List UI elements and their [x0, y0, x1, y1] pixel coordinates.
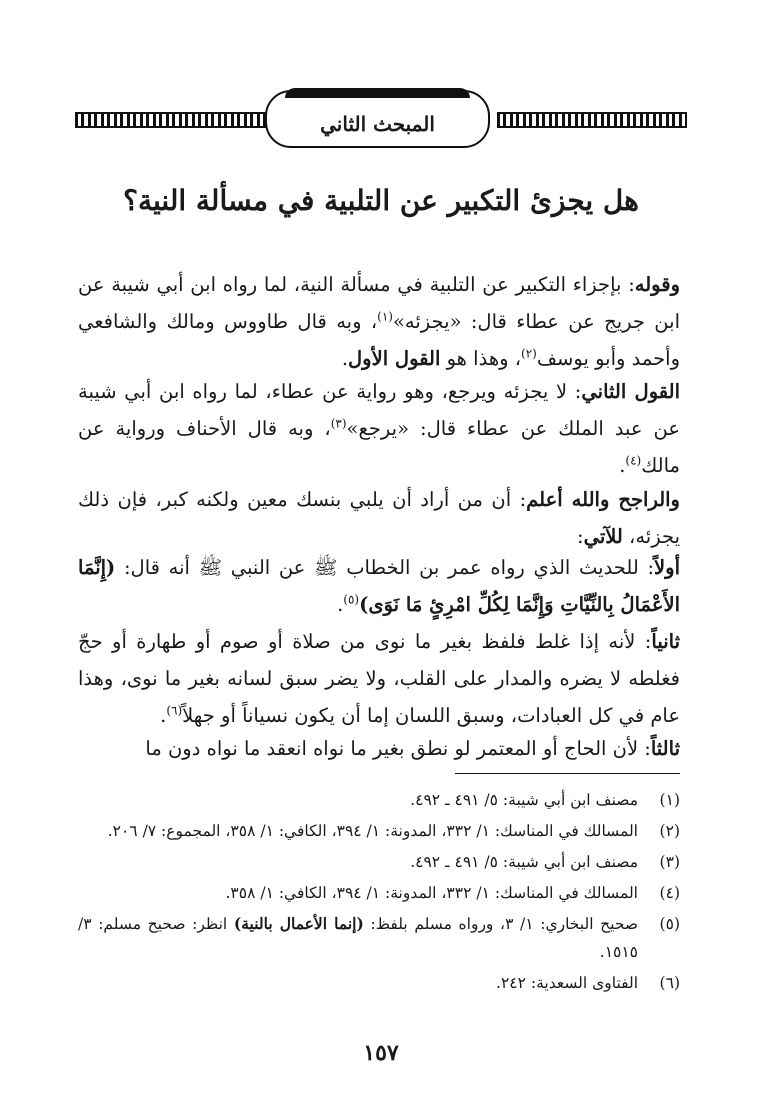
page-title: هل يجزئ التكبير عن التلبية في مسألة النية؟ [123, 184, 639, 217]
footnote-item [78, 879, 680, 907]
section-label: المبحث الثاني [320, 112, 435, 136]
paragraph-text: . [619, 454, 626, 477]
footnote-text-part: انظر: صحيح مسلم: ٣/ ١٥١٥. [78, 915, 638, 961]
footnote-item [78, 817, 680, 845]
section-header [75, 88, 687, 158]
paragraph-text: : لأنه إذا غلط فلفظ بغير ما نوى من صلاة أو صوم أو طهارة أو حجّ فغلطه لا يضره والمدار على القلب، ولا يضر سبق لسانه بغير ما نوى، وهذا عام في كل العبادات، وسبق اللسان إما أن يكون نسياناً أو جهلاً [78, 630, 680, 727]
paragraph-text: : لأن الحاج أو المعتمر لو نطق بغير ما نواه انعقد ما نواه دون ما [145, 737, 651, 760]
footnote-text: المسالك في المناسك: ١/ ٣٣٢، المدونة: ١/ ٣٩٤، الكافي: ١/ ٣٥٨، المجموع: ٧/ ٢٠٦. [107, 822, 638, 840]
footnote-text: مصنف ابن أبي شيبة: ٥/ ٤٩١ ـ ٤٩٢. [410, 791, 638, 809]
footnote-text: المسالك في المناسك: ١/ ٣٣٢، المدونة: ١/ ٣٩٤، الكافي: ١/ ٣٥٨. [225, 884, 638, 902]
footnote-ref[interactable]: (٣) [330, 416, 347, 431]
ornamental-border-right [497, 112, 687, 128]
paragraph-reason-three [78, 730, 680, 767]
paragraph-text: : لا يجزئه ويرجع، وهو رواية عن عطاء، لما رواه ابن أبي شيبة عن عبد الملك عن عطاء قال: «يرجع» [78, 380, 680, 440]
footnote-item [78, 848, 680, 876]
paragraph-lead: القول الثاني [581, 380, 681, 403]
footnote-number: (٦) [659, 974, 680, 992]
footnote-ref[interactable]: (٦) [166, 703, 183, 718]
hadith-quote: (إِنَّمَا الأَعْمَالُ بِالنِّيَّاتِ وَإِنَّمَا لِكُلِّ امْرِئٍ مَا نَوَى) [78, 556, 680, 616]
footnote-text: الفتاوى السعدية: ٢٤٢. [496, 974, 638, 992]
footnote-number: (٢) [659, 822, 680, 840]
paragraph-second-opinion [78, 373, 680, 484]
footnote-ref[interactable]: (٢) [521, 346, 537, 361]
footnote-number: (٤) [659, 884, 680, 902]
paragraph-reason-two [78, 623, 680, 734]
footnote-ref[interactable]: (٥) [343, 592, 360, 607]
paragraph-reason-one [78, 549, 680, 623]
footnote-number: (٥) [659, 915, 680, 933]
paragraph-lead: وقوله [634, 273, 680, 296]
paragraph-preferred-opinion [78, 481, 680, 555]
paragraph-lead: ثانياً [651, 630, 680, 653]
footnote-item [78, 910, 680, 966]
footnote-separator [455, 773, 680, 774]
paragraph-text: . [160, 704, 167, 727]
paragraph-text: . [341, 347, 349, 370]
paragraph-lead: ثالثاً [650, 737, 680, 760]
footnote-ref[interactable]: (٤) [625, 453, 642, 468]
paragraph-text: . [337, 593, 344, 616]
paragraph-text: : للحديث الذي رواه عمر بن الخطاب ﷺ عن النبي ﷺ أنه قال: [115, 556, 655, 579]
footnote-number: (١) [659, 791, 680, 809]
footnote-text-part: صحيح البخاري: ١/ ٣، ورواه مسلم بلفظ: [363, 915, 638, 933]
footnotes [78, 786, 680, 1000]
footnote-bold-quote: (إنما الأعمال بالنية) [233, 914, 364, 933]
paragraph-text: ، وبه قال الأحناف ورواية عن مالك [78, 417, 680, 477]
paragraph-bold-term: للآتي [583, 525, 623, 548]
paragraph-text: ، وهذا هو [440, 347, 522, 370]
paragraph-text: ، وبه قال طاووس ومالك والشافعي وأحمد وأبو يوسف [78, 310, 680, 370]
footnote-item [78, 969, 680, 997]
section-label-box [265, 90, 490, 148]
footnote-number: (٣) [659, 853, 680, 871]
paragraph-lead: والراجح والله أعلم [526, 488, 680, 511]
footnote-text [78, 910, 638, 966]
paragraph-first-opinion [78, 266, 680, 377]
paragraph-bold-term: القول الأول [348, 347, 441, 370]
ornamental-border-left [75, 112, 270, 128]
paragraph-lead: أولاً [654, 556, 680, 579]
paragraph-text: : بإجزاء التكبير عن التلبية في مسألة النية، لما رواه ابن أبي شيبة عن ابن جريج عن عطاء قال: «يجزئه» [78, 273, 680, 333]
page-number: ١٥٧ [363, 1040, 399, 1066]
paragraph-text: : [577, 525, 584, 548]
paragraph-text: : أن من أراد أن يلبي بنسك معين ولكنه كبر، فإن ذلك يجزئه، [78, 488, 680, 548]
footnote-item [78, 786, 680, 814]
footnote-ref[interactable]: (١) [377, 309, 393, 324]
footnote-text: مصنف ابن أبي شيبة: ٥/ ٤٩١ ـ ٤٩٢. [410, 853, 638, 871]
